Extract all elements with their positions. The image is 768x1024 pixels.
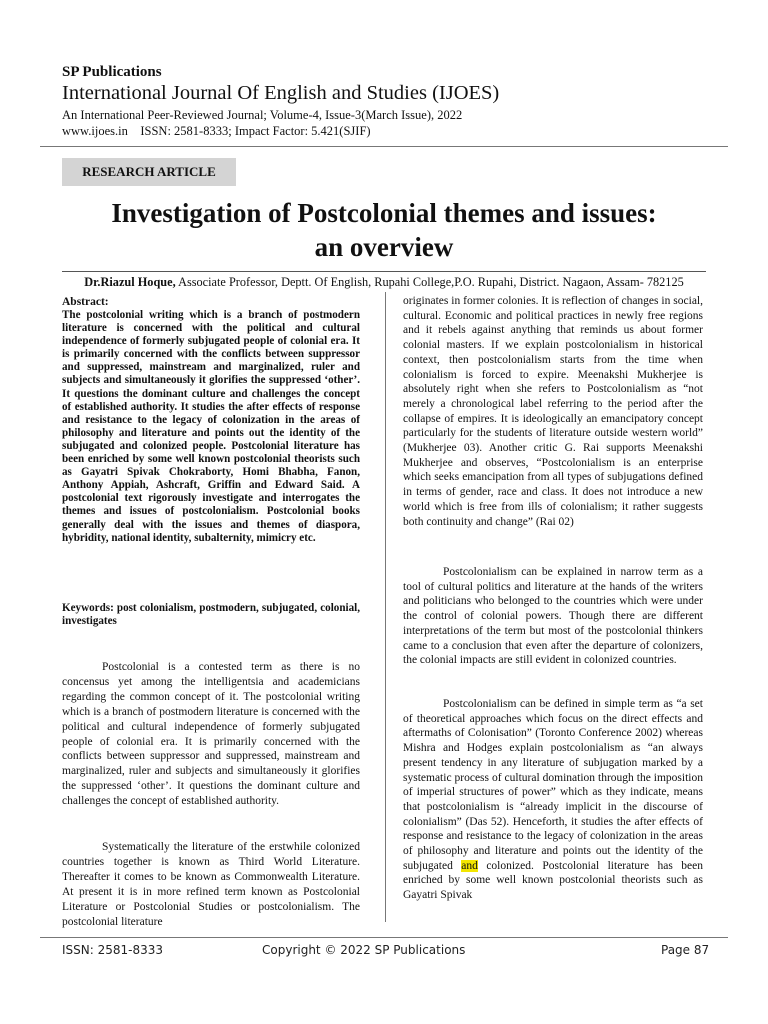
website-link[interactable]: www.ijoes.in: [62, 124, 128, 138]
title-line-2: an overview: [314, 232, 454, 262]
web-issn-line: [62, 124, 371, 139]
author-affiliation: Associate Professor, Deptt. Of English, Rupahi College,P.O. Rupahi, District. Nagaon, Assam- 782125: [178, 275, 684, 289]
highlighted-word: and: [461, 859, 478, 872]
author-divider: [62, 271, 706, 272]
publisher-name: SP Publications: [62, 64, 162, 80]
paragraph-text-before: Postcolonialism can be defined in simple term as “a set of theoretical approaches which focus on the direct effects and aftermaths of Colonisation” (Toronto Conference 2002) whereas Mishra and Hodges explain postcolonialism as “an always present tendency in any literature of subjugation marked by a systematic process of cultural domination through the imposition of imperial structures of power” which as they indicate, means that postcolonialism is “already implicit in the discourse of colonialism” (Das 52). Henceforth, it studies the after effects of response and resistance to the legacy of colonization in the areas of philosophy and literature and points out the identity of the subjugated: [403, 698, 703, 872]
body-paragraph-right-1: originates in former colonies. It is reflection of changes in social, cultural. Economic and political practices in newly free regions and it rebels against anything that reminds us about former colonial masters. If we explain postcolonialism in historical context, then postcolonialism starts from the time when colonialism is forced to expire. Meenakshi Mukherjee is absolutely right when she refers to Postcolonialism as “not merely a chronological label referring to the period after the collapse of empires. It is ideologically an emancipatory concept particularly for the students of literature outside western world” (Mukherjee 03). Another critic G. Rai supports Meenakshi Mukherjee and observes, “Postcolonialism is an enterprise which seeks emancipation from all types of subjugations defined in terms of gender, race and class. It does not introduce a new world which is free from ills of colonialism; it rather suggests both continuity and change” (Rai 02): [403, 295, 703, 528]
abstract-text: The postcolonial writing which is a branch of postmodern literature is concerned with the political and cultural independence of formerly subjugated people of colonial era. It is primarily concerned with the conflicts between suppressor and suppressed, mainstream and marginalized, ruler and subjects and simultaneously it glorifies the suppressed ‘other’. It questions the dominant culture and challenges the concept of established authority. It studies the after effects of response and resistance to the legacy of colonization in the areas of philosophy and literature and points out the identity of the subjugated and colonized people. Postcolonial literature has been enriched by some well known postcolonial theorists such as Gayatri Spivak Chokraborty, Homi Bhabha, Fanon, Anthony Appiah, Ashcraft, Griffin and Edward Said. A postcolonial text rigorously investigate and interrogates the themes and issues of postcolonialism. Postcolonial books generally deal with the issues and themes of diaspora, hybridity, national identity, subalternity, mimicry etc.: [62, 309, 360, 544]
footer-copyright: Copyright © 2022 SP Publications: [262, 943, 466, 957]
paragraph-text-after: colonized. Postcolonial literature has been enriched by some well known postcolonial theorists such as Gayatri Spivak: [403, 859, 704, 902]
author-line: [40, 275, 728, 290]
article-title: [40, 196, 728, 264]
article-type-badge: RESEARCH ARTICLE: [62, 158, 236, 186]
column-divider: [385, 292, 386, 922]
body-paragraph-left-1: Postcolonial is a contested term as there is no concensus yet among the intelligentsia and academicians regarding the common concept of it. The postcolonial writing which is a branch of postmodern literature is concerned with the political and cultural independence of formerly subjugated people of colonial era. It is primarily concerned with the conflicts between suppressor and suppressed, mainstream and marginalized, ruler and subjects and simultaneously it glorifies the suppressed ‘other’. It questions the dominant culture and challenges the concept of established authority.: [62, 661, 360, 808]
keywords: Keywords: post colonialism, postmodern, subjugated, colonial, investigates: [62, 602, 360, 628]
journal-title: International Journal Of English and Studies (IJOES): [62, 82, 500, 104]
page-number: Page 87: [661, 943, 710, 957]
issn-label: ISSN: 2581-8333;: [140, 124, 232, 138]
header-divider: [40, 146, 728, 147]
abstract-heading: Abstract:: [62, 296, 109, 308]
body-paragraph-left-2: Systematically the literature of the erstwhile colonized countries together is known as Third World Literature. Thereafter it comes to be known as Commonwealth Literature. At present it is in more refined term known as Postcolonial Literature or Postcolonial Studies or postcolonialism. The postcolonial literature: [62, 841, 360, 928]
body-paragraph-right-3: [403, 697, 703, 903]
author-name: Dr.Riazul Hoque,: [84, 275, 176, 289]
body-paragraph-right-2: Postcolonialism can be explained in narrow term as a tool of cultural politics and literature at the hands of the writers and politicians who belonged to the countries which were under the control of colonial powers. Though there are different interpretations of the term but most of the postcolonial thinkers came to a conclusion that even after the departure of colonizers, the colonial impacts are still evident in colonized countries.: [403, 566, 703, 667]
issue-line: An International Peer-Reviewed Journal; Volume-4, Issue-3(March Issue), 2022: [62, 108, 463, 122]
footer-issn: ISSN: 2581-8333: [62, 943, 164, 957]
title-line-1: Investigation of Postcolonial themes and issues:: [111, 198, 657, 228]
footer-divider: [40, 937, 728, 938]
impact-factor: Impact Factor: 5.421(SJIF): [234, 124, 371, 138]
